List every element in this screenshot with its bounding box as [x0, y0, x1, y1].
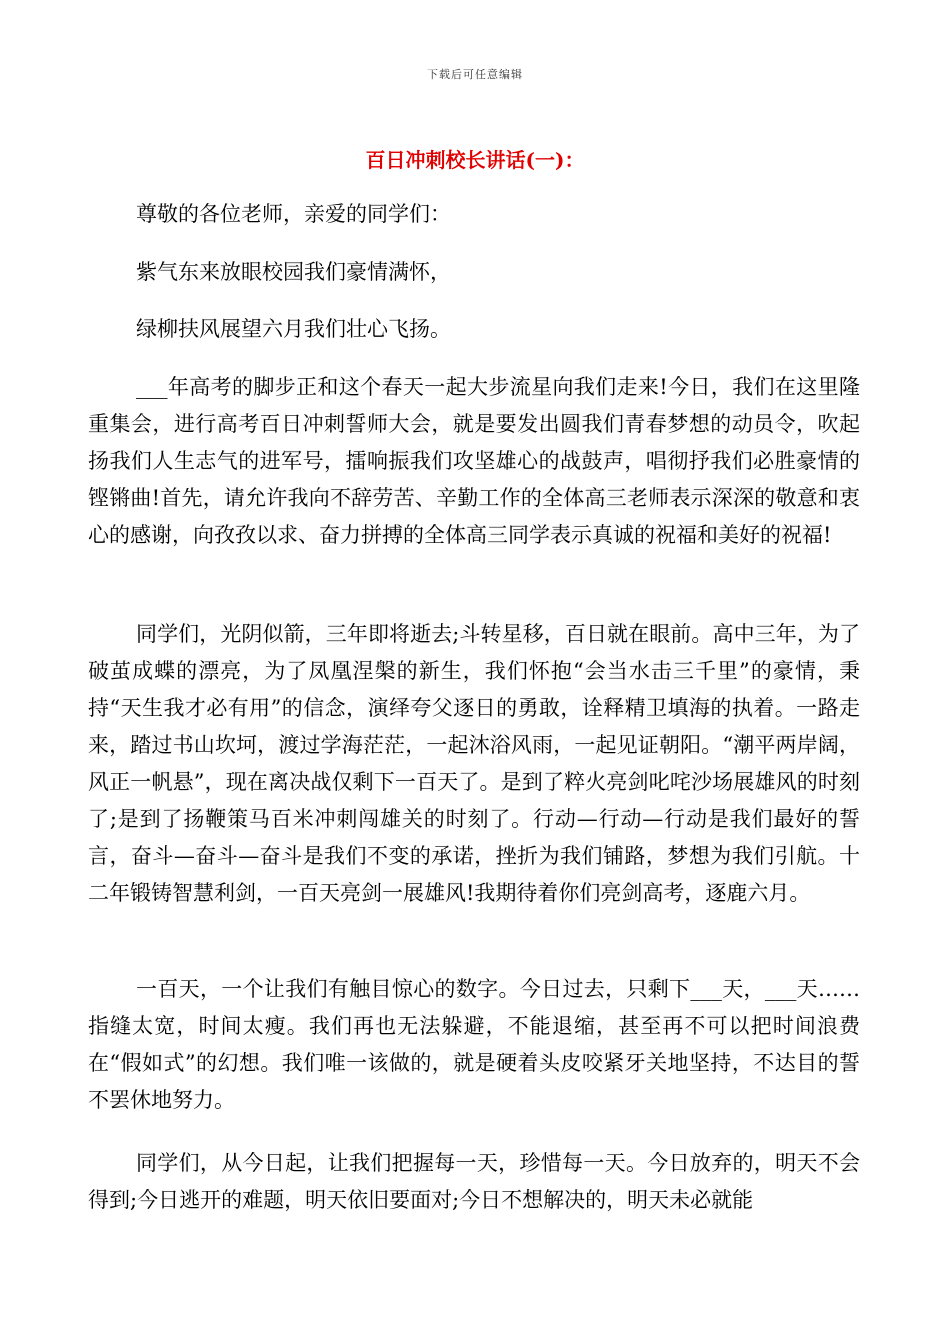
paragraph-3-text: 一百天，一个让我们有触目惊心的数字。今日过去，只剩下___天，___天……指缝太宽，时间太瘦。我们再也无法躲避，不能退缩，甚至再不可以把时间浪费在“假如式”的幻想。我们唯一该做的，就是硬着头皮咬紧牙关地坚持，不达目的誓不罢休地努力。: [88, 977, 860, 1112]
document-title: 百日冲刺校长讲话(一)：: [365, 148, 585, 172]
paragraph-2-text: 同学们，光阴似箭，三年即将逝去;斗转星移，百日就在眼前。高中三年，为了破茧成蝶的漂亮，为了凤凰涅槃的新生，我们怀抱“会当水击三千里”的豪情，秉持“天生我才必有用”的信念，演绎夸父逐日的勇敢，诠释精卫填海的执着。一路走来，踏过书山坎坷，渡过学海茫茫，一起沐浴风雨，一起见证朝阳。“潮平两岸阔，风正一帆悬”，现在离决战仅剩下一百天了。是到了粹火亮剑叱咤沙场展雄风的时刻了;是到了扬鞭策马百米冲刺闯雄关的时刻了。行动—行动—行动是我们最好的誓言，奋斗—奋斗—奋斗是我们不变的承诺，挫折为我们铺路，梦想为我们引航。十二年锻铸智慧利剑，一百天亮剑一展雄风!我期待着你们亮剑高考，逐鹿六月。: [88, 622, 860, 905]
paragraph-1-text: ___年高考的脚步正和这个春天一起大步流星向我们走来!今日，我们在这里隆重集会，进行高考百日冲刺誓师大会，就是要发出圆我们青春梦想的动员令，吹起扬我们人生志气的进军号，擂响振我们攻坚雄心的战鼓声，唱彻抒我们必胜豪情的铿锵曲!首先，请允许我向不辞劳苦、辛勤工作的全体高三老师表示深深的敬意和衷心的感谢，向孜孜以求、奋力拼搏的全体高三同学表示真诚的祝福和美好的祝福!: [88, 375, 860, 547]
paragraph-4: [88, 1145, 860, 1219]
verse-line-2: [88, 311, 860, 348]
header-note: 下载后可任意编辑: [427, 68, 523, 81]
paragraph-1: [88, 369, 860, 554]
verse-line-2-text: 绿柳扶风展望六月我们壮心飞扬。: [136, 317, 451, 341]
verse-line-1: [88, 254, 860, 291]
greeting: [88, 196, 860, 233]
paragraph-3: [88, 971, 860, 1119]
paragraph-4-text: 同学们，从今日起，让我们把握每一天，珍惜每一天。今日放弃的，明天不会得到;今日逃开的难题，明天依旧要面对;今日不想解决的，明天未必就能: [88, 1151, 860, 1212]
verse-line-1-text: 紫气东来放眼校园我们豪情满怀，: [136, 260, 451, 284]
greeting-text: 尊敬的各位老师，亲爱的同学们：: [136, 202, 451, 226]
paragraph-2: [88, 616, 860, 912]
